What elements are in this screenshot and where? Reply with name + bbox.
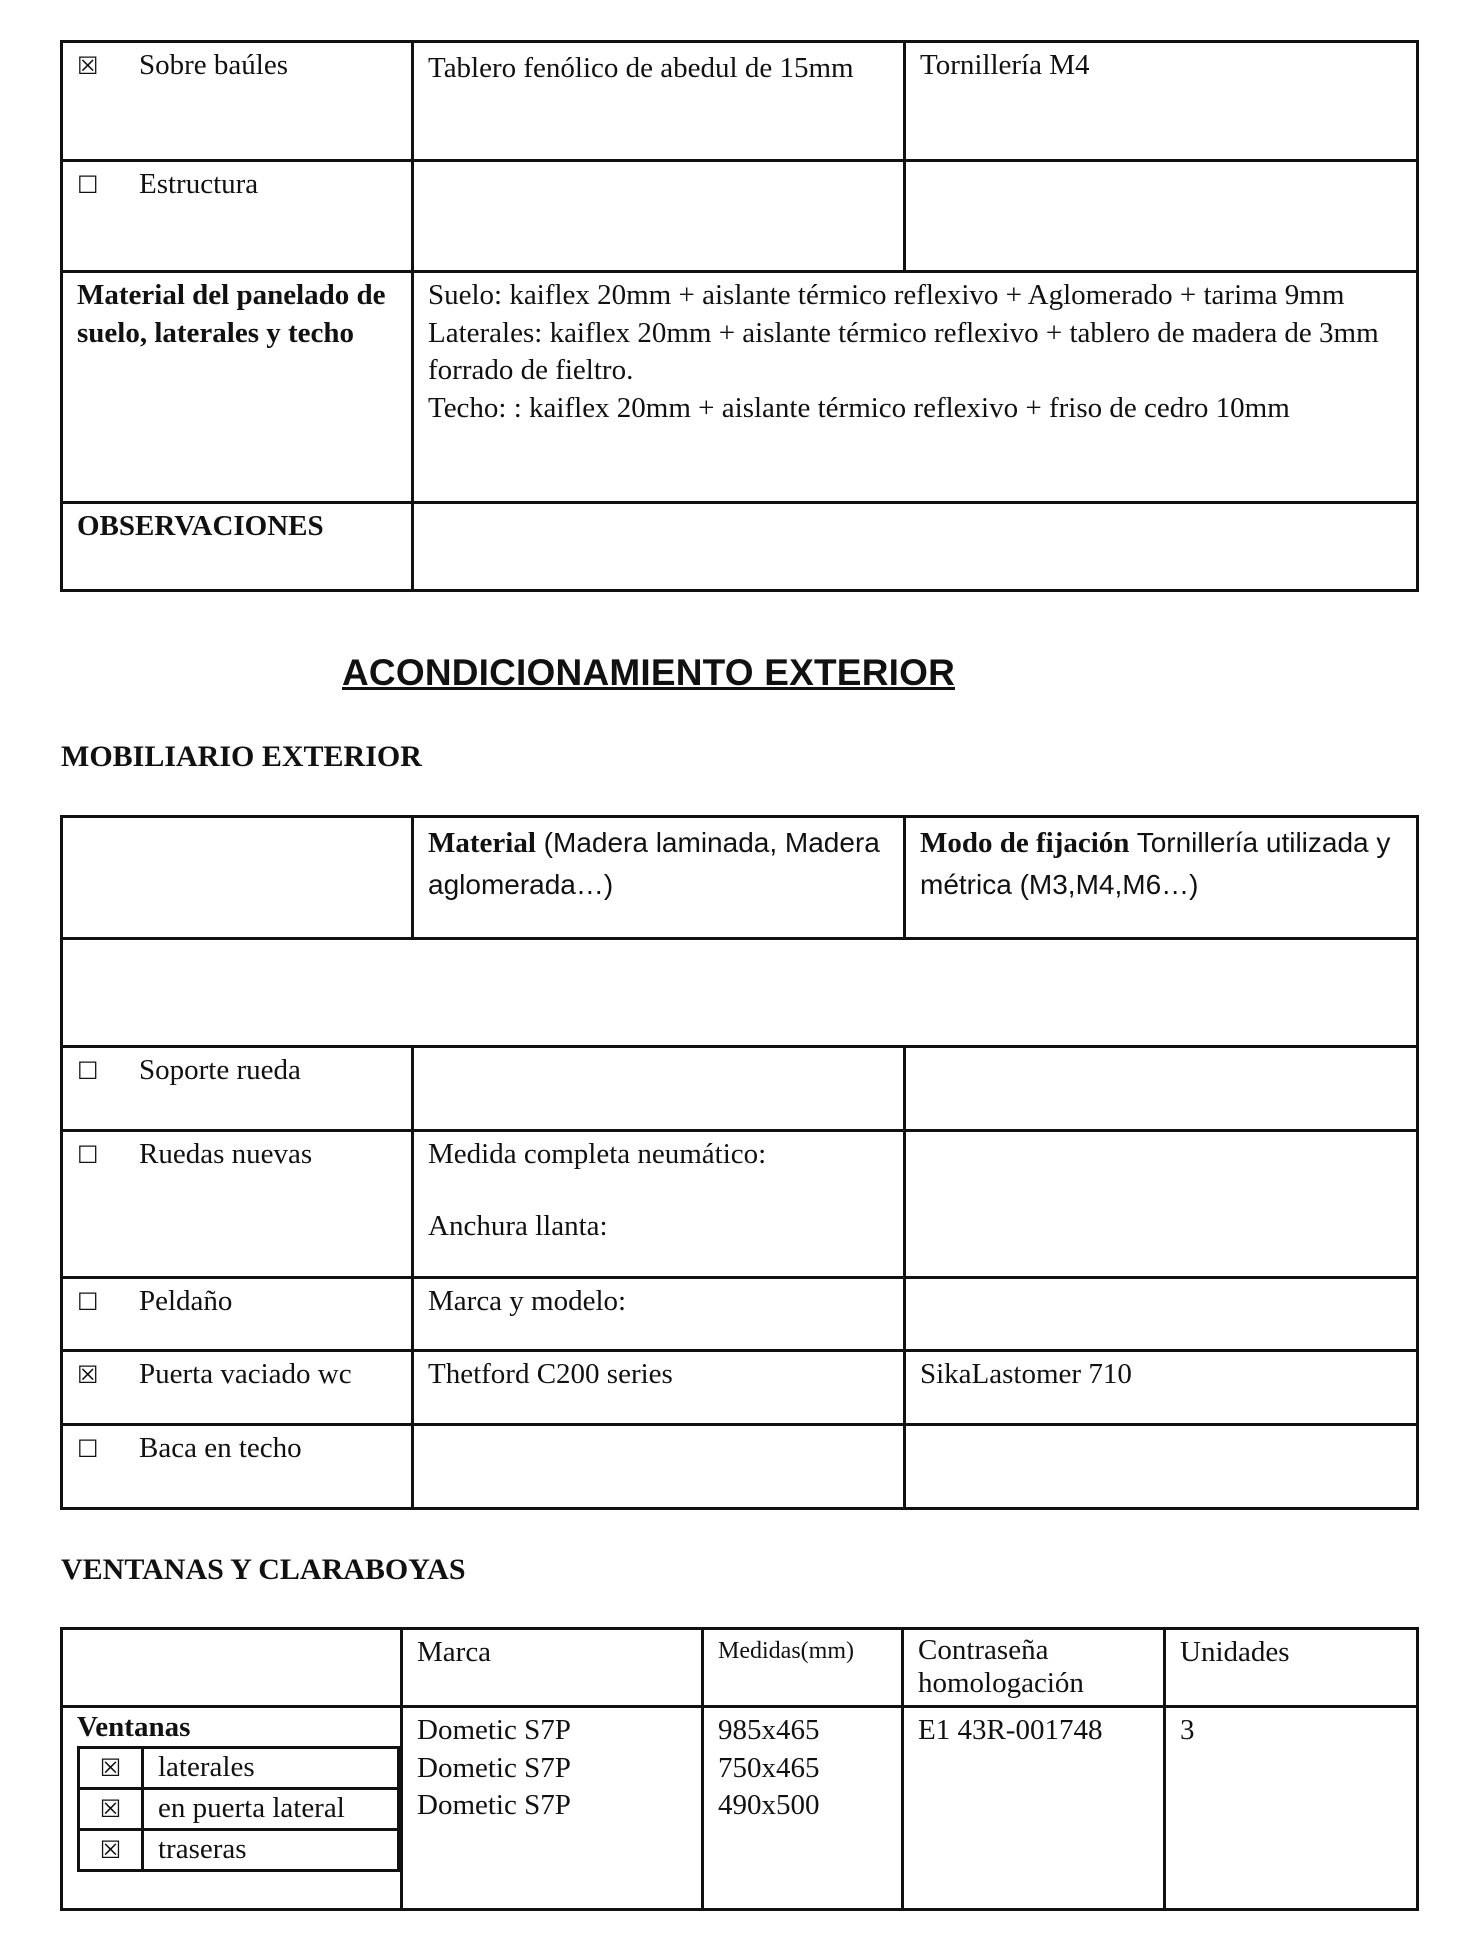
checkbox-checked-icon[interactable]: ☒ [99,1753,122,1782]
row-label-cell [62,1351,413,1425]
row-label: Puerta vaciado wc [139,1358,352,1390]
row-label-cell [62,161,413,272]
table-row [62,1707,1418,1910]
material-cell [413,1425,905,1509]
row-label: Ruedas nuevas [139,1138,313,1170]
row-label-cell [62,1278,413,1351]
checkbox-empty-icon[interactable]: ☐ [77,1288,99,1316]
ventanas-title: VENTANAS Y CLARABOYAS [61,1553,466,1586]
windows-group-label: Ventanas [77,1711,191,1743]
table-header-row [62,817,1418,939]
row-label-cell [62,1131,413,1278]
row-label: Peldaño [139,1285,233,1317]
panel-label: Material del panelado de suelo, laterales y techo [62,272,413,503]
fixing-header: Modo de fijación Tornillería utilizada y métrica (M3,M4,M6…) [905,817,1418,939]
table-row [62,1131,1418,1278]
list-item [79,1829,399,1870]
material-cell: Marca y modelo: [413,1278,905,1351]
measures-header: Medidas(mm) [703,1629,903,1707]
material-cell [413,1131,905,1278]
option-label: en puerta lateral [143,1788,399,1829]
table-row [62,42,1418,161]
tire-size-label: Medida completa neumático: [428,1138,767,1170]
table-header-row [62,1629,1418,1707]
fixing-cell: SikaLastomer 710 [905,1351,1418,1425]
rim-width-label: Anchura llanta: [428,1209,608,1242]
table-row [62,272,1418,503]
table-row [62,503,1418,591]
fixing-cell [905,1131,1418,1278]
row-label-cell [62,42,413,161]
panel-walls-line: Laterales: kaiflex 20mm + aislante térmico reflexivo + tablero de madera de 3mm forrado de fieltro. [428,316,1379,387]
mobiliario-title: MOBILIARIO EXTERIOR [61,740,422,773]
list-item [79,1788,399,1829]
fixing-cell [905,1425,1418,1509]
row-label: Sobre baúles [139,49,288,81]
material-cell [413,1047,905,1131]
row-label: Soporte rueda [139,1054,301,1086]
mobiliario-table [60,815,1419,1510]
table-row [62,161,1418,272]
units-cell: 3 [1165,1707,1418,1910]
option-label: traseras [143,1829,399,1870]
section-heading: ACONDICIONAMIENTO EXTERIOR [342,652,955,693]
ventanas-table [60,1627,1419,1911]
fixing-cell [905,1047,1418,1131]
measures-cell: 985x465 750x465 490x500 [703,1707,903,1910]
windows-options [77,1746,400,1872]
panel-roof-line: Techo: : kaiflex 20mm + aislante térmico reflexivo + friso de cedro 10mm [428,392,1290,425]
table-row [62,939,1418,1047]
units-header: Unidades [1165,1629,1418,1707]
checkbox-empty-icon[interactable]: ☐ [77,171,99,199]
brand-header: Marca [402,1629,703,1707]
checkbox-empty-icon[interactable]: ☐ [77,1141,99,1169]
checkbox-empty-icon[interactable]: ☐ [77,1057,99,1085]
fixing-cell [905,1278,1418,1351]
homologation-header: Contraseña homologación [903,1629,1165,1707]
panel-material-cell [413,272,1418,503]
list-item [79,1747,399,1788]
checkbox-checked-icon[interactable]: ☒ [77,1361,99,1389]
material-header: Material (Madera laminada, Madera aglomerada…) [413,817,905,939]
row-label-cell [62,1047,413,1131]
checkbox-checked-icon[interactable]: ☒ [99,1835,122,1864]
observations-label: OBSERVACIONES [62,503,413,591]
table-row [62,1351,1418,1425]
panel-floor-line: Suelo: kaiflex 20mm + aislante térmico reflexivo + Aglomerado + tarima 9mm [428,279,1345,311]
table-row [62,1047,1418,1131]
fixing-cell: Tornillería M4 [905,42,1418,161]
fixing-cell [905,161,1418,272]
row-label: Baca en techo [139,1432,302,1464]
row-label-cell [62,1425,413,1509]
checkbox-checked-icon[interactable]: ☒ [77,52,99,80]
material-cell: Thetford C200 series [413,1351,905,1425]
checkbox-empty-icon[interactable]: ☐ [77,1435,99,1463]
table-row [62,1278,1418,1351]
observations-field[interactable] [413,503,1418,591]
windows-group-cell [62,1707,402,1910]
furniture-table [60,40,1419,592]
option-label: laterales [143,1747,399,1788]
table-row [62,1425,1418,1509]
material-cell: Tablero fenólico de abedul de 15mm [413,42,905,161]
brand-cell: Dometic S7P Dometic S7P Dometic S7P [402,1707,703,1910]
checkbox-checked-icon[interactable]: ☒ [99,1794,122,1823]
row-label: Estructura [139,168,259,200]
material-cell [413,161,905,272]
homologation-cell: E1 43R-001748 [903,1707,1165,1910]
